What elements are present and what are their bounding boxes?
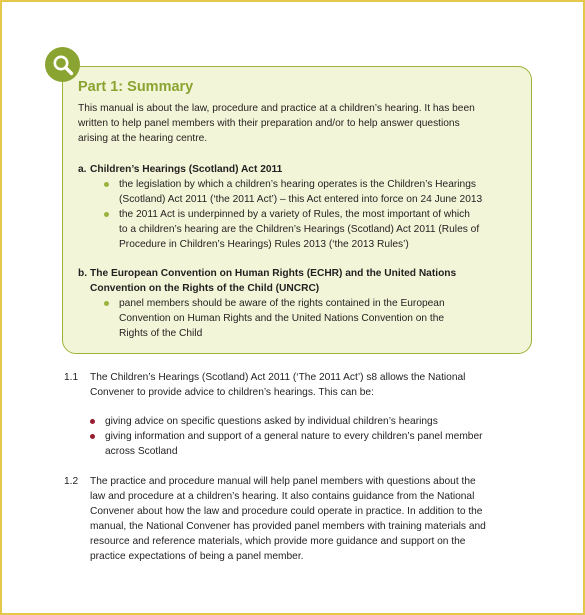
list-item-line: the legislation by which a children’s hearing operates is the Children’s Hearings [119,179,476,190]
magnifier-icon [45,47,80,82]
list-item-line: across Scotland [105,446,178,457]
section-b-title-line: The European Convention on Human Rights (ECHR) and the United Nations [90,268,457,279]
list-item-line: giving information and support of a general nature to every children’s panel member [105,431,483,442]
intro-line: arising at the hearing centre. [78,133,208,144]
paragraph-1-1-text [90,370,522,400]
paragraph-line: manual, the National Convener has provided panel members with training materials and [90,521,486,532]
summary-title: Part 1: Summary [78,79,194,95]
section-a-number: a. [78,164,87,175]
paragraph-1-2-text [90,474,522,564]
paragraph-line: practice expectations of being a panel member. [90,551,304,562]
list-item-line: Procedure in Children’s Hearings) Rules 2013 (‘the 2013 Rules’) [119,239,409,250]
paragraph-line: Convener about how the law and procedure could operate in practice. In addition to the [90,506,483,517]
bullet-icon [90,419,95,424]
list-item-line: Rights of the Child [119,328,203,339]
list-item [90,414,522,429]
summary-intro [78,101,523,146]
paragraph-line: The practice and procedure manual will help panel members with questions about the [90,476,476,487]
bullet-icon [104,182,109,187]
paragraph-1-1-list [90,414,522,459]
list-item-line: to a children’s hearing are the Children’s Hearings (Scotland) Act 2011 (Rules of [119,224,480,235]
bullet-icon [104,301,109,306]
intro-line: This manual is about the law, procedure and practice at a children’s hearing. It has been [78,103,475,114]
list-item-line: the 2011 Act is underpinned by a variety of Rules, the most important of which [119,209,470,220]
section-b-heading [78,266,518,296]
paragraph-line: The Children’s Hearings (Scotland) Act 2011 (‘The 2011 Act’) s8 allows the National [90,372,466,383]
section-a-list [104,177,519,252]
paragraph-number: 1.1 [64,372,79,383]
list-item-line: panel members should be aware of the rights contained in the European [119,298,445,309]
section-b-title-line: Convention on the Rights of the Child (UNCRC) [90,283,320,294]
section-b-number: b. [78,268,88,279]
list-item-line: (Scotland) Act 2011 (‘the 2011 Act’) – this Act entered into force on 24 June 2013 [119,194,483,205]
paragraph-number: 1.2 [64,476,79,487]
list-item-line: giving advice on specific questions asked by individual children’s hearings [105,416,438,427]
bullet-icon [104,212,109,217]
paragraph-line: Convener to provide advice to children’s hearings. This can be: [90,387,374,398]
bullet-icon [90,434,95,439]
section-a-title: Children’s Hearings (Scotland) Act 2011 [90,164,283,175]
paragraph-line: law and procedure at a children’s hearing. It also contains guidance from the National [90,491,475,502]
list-item [104,207,519,252]
intro-line: written to help panel members with their preparation and/or to help answer questions [78,118,460,129]
list-item [90,429,522,459]
list-item [104,296,519,341]
section-a-heading [78,162,518,177]
section-b-list [104,296,519,341]
paragraph-line: resource and reference materials, which provide more guidance and support on the [90,536,466,547]
list-item-line: Convention on Human Rights and the United Nations Convention on the [119,313,445,324]
list-item [104,177,519,207]
